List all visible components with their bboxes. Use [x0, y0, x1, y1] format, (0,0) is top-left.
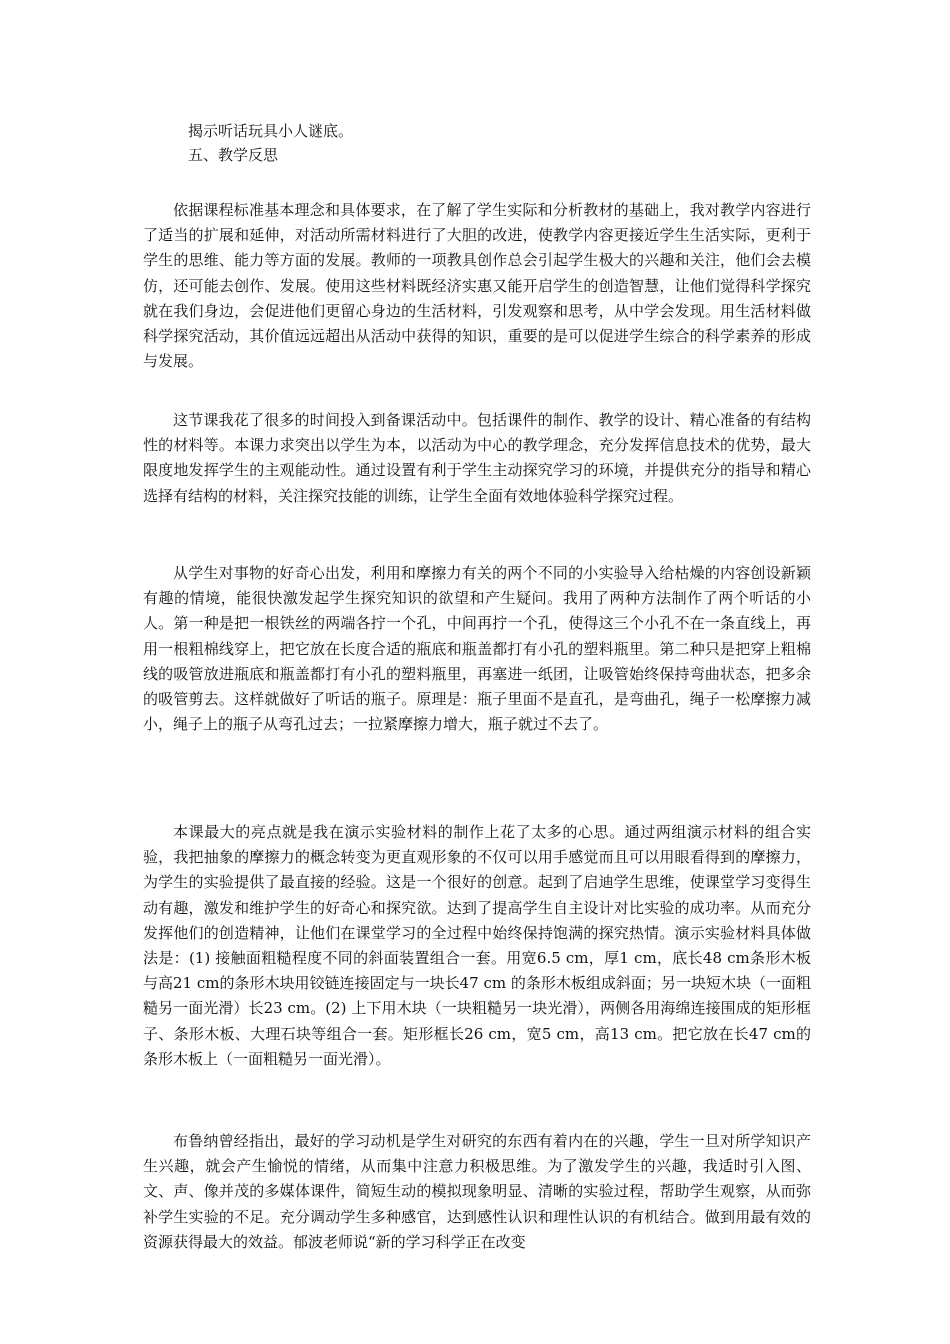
paragraph-1: 依据课程标准基本理念和具体要求，在了解了学生实际和分析教材的基础上，我对教学内容进行了适当的扩展和延伸，对活动所需材料进行了大胆的改进，使教学内容更接近学生生活实际，更利于学生的思维、能力等方面的发展。教师的一项教具创作总会引起学生极大的兴趣和关注，他们会去模仿，还可能去创作、发展。使用这些材料既经济实惠又能开启学生的创造智慧，让他们觉得科学探究就在我们身边，会促进他们更留心身边的生活材料，引发观察和思考，从中学会发现。用生活材料做科学探究活动，其价值远远超出从活动中获得的知识，重要的是可以促进学生综合的科学素养的形成与发展。 — [143, 201, 811, 371]
section-heading-teaching-reflection: 五、教学反思 — [188, 146, 279, 164]
paragraph-5: 布鲁纳曾经指出，最好的学习动机是学生对研究的东西有着内在的兴趣，学生一旦对所学知识产生兴趣，就会产生愉悦的情绪，从而集中注意力积极思维。为了激发学生的兴趣，我适时引入图、文、声、像并茂的多媒体课件，简短生动的模拟现象明显、清晰的实验过程，帮助学生观察，从而弥补学生实验的不足。充分调动学生多种感官，达到感性认识和理性认识的有机结合。做到用最有效的资源获得最大的效益。郁波老师说“新的学习科学正在改变 — [143, 1132, 811, 1251]
paragraph-4: 本课最大的亮点就是我在演示实验材料的制作上花了太多的心思。通过两组演示材料的组合实验，我把抽象的摩擦力的概念转变为更直观形象的不仅可以用手感觉而且可以用眼看得到的摩擦力，为学生的实验提供了最直接的经验。这是一个很好的创意。起到了启迪学生思维，使课堂学习变得生动有趣，激发和维护学生的好奇心和探究欲。达到了提高学生自主设计对比实验的成功率。从而充分发挥他们的创造精神，让他们在课堂学习的全过程中始终保持饱满的探究热情。演示实验材料具体做法是：(1) 接触面粗糙程度不同的斜面装置组合一套。用宽6.5 cm，厚1 cm，底长48 cm条形木板与高21 cm的条形木块用铰链连接固定与一块长47 cm 的条形木板组成斜面；另一块短木块（一面粗糙另一面光滑）长23 cm。(2) 上下用木块（一块粗糙另一块光滑），两侧各用海绵连接围成的矩形框子、条形木板、大理石块等组合一套。矩形框长26 cm，宽5 cm，高13 cm。把它放在长47 cm的条形木板上（一面粗糙另一面光滑）。 — [143, 823, 811, 1068]
paragraph-3: 从学生对事物的好奇心出发，利用和摩擦力有关的两个不同的小实验导入给枯燥的内容创设新颖有趣的情境，能很快激发起学生探究知识的欲望和产生疑问。我用了两种方法制作了两个听话的小人。第一种是把一根铁丝的两端各拧一个孔，中间再拧一个孔，使得这三个小孔不在一条直线上，再用一根粗棉线穿上，把它放在长度合适的瓶底和瓶盖都打有小孔的塑料瓶里。第二种只是把穿上粗棉线的吸管放进瓶底和瓶盖都打有小孔的塑料瓶里，再塞进一纸团，让吸管始终保持弯曲状态，把多余的吸管剪去。这样就做好了听话的瓶子。原理是：瓶子里面不是直孔，是弯曲孔，绳子一松摩擦力减小，绳子上的瓶子从弯孔过去；一拉紧摩擦力增大，瓶子就过不去了。 — [143, 564, 811, 734]
text-line-reveal-toy: 揭示听话玩具小人谜底。 — [188, 122, 354, 140]
paragraph-2: 这节课我花了很多的时间投入到备课活动中。包括课件的制作、教学的设计、精心准备的有结构性的材料等。本课力求突出以学生为本，以活动为中心的教学理念，充分发挥信息技术的优势，最大限度地发挥学生的主观能动性。通过设置有利于学生主动探究学习的环境，并提供充分的指导和精心选择有结构的材料，关注探究技能的训练，让学生全面有效地体验科学探究过程。 — [143, 411, 811, 505]
